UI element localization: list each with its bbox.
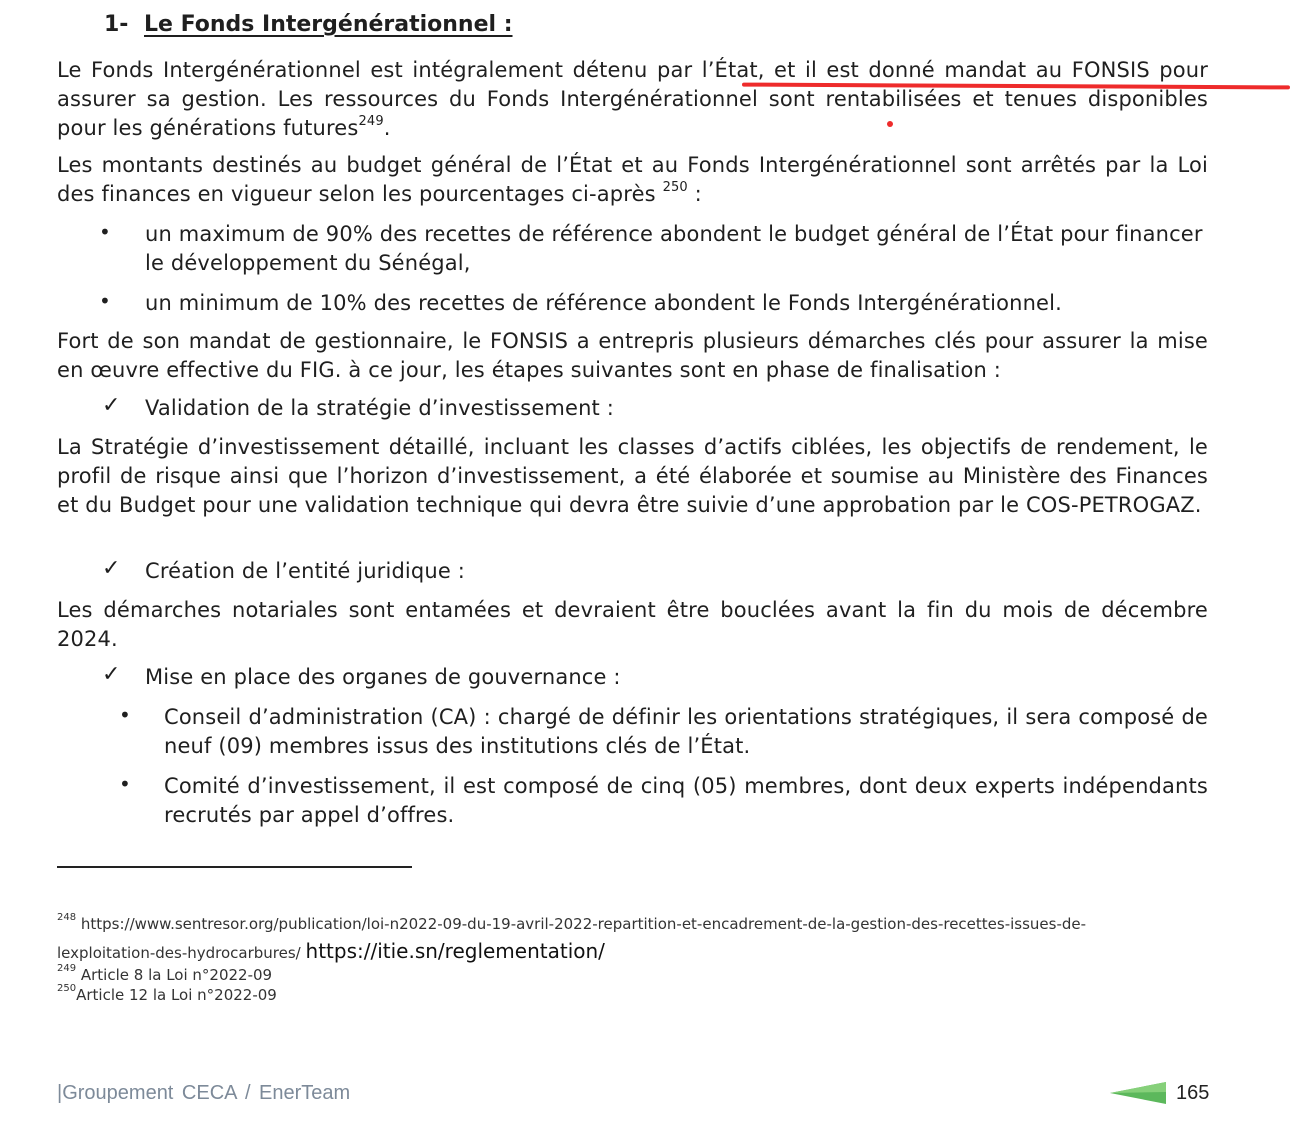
section-number: 1- <box>104 12 129 37</box>
footnote-separator <box>57 866 412 868</box>
checklist-item: ✓ Création de l’entité juridique : <box>102 556 465 583</box>
list-item: • Comité d’investissement, il est composé de cinq (05) membres, dont deux experts indépendants recrutés par appel d’offres. <box>119 772 1208 827</box>
footnote-248-cont <box>57 941 605 963</box>
paragraph-demarches: Les démarches notariales sont entamées et devraient être bouclées avant la fin du mois de décembre 2024. <box>57 598 1208 651</box>
footnote-link[interactable]: lexploitation-des-hydrocarbures/ <box>57 944 301 962</box>
list-item: • un minimum de 10% des recettes de référence abondent le Fonds Intergénérationnel. <box>99 289 1062 315</box>
bullet-icon: • <box>99 220 111 244</box>
checkmark-icon: ✓ <box>102 662 121 687</box>
checkmark-icon: ✓ <box>102 556 121 581</box>
section-heading <box>104 12 513 37</box>
checklist-item: ✓ Mise en place des organes de gouvernance : <box>102 662 621 689</box>
footnote-248: $^{248}$ https://www.sentresor.org/publication/loi-n2022-09-du-19-avril-2022-repartition-et-encadrement-de-la-gestion-des-recettes-issues-de- <box>57 912 1087 933</box>
bullet-icon: • <box>119 772 131 796</box>
footnote-ref-250[interactable]: 250 <box>662 180 688 195</box>
bullet-icon: • <box>119 703 131 727</box>
logo-wedge-icon <box>1110 1082 1166 1104</box>
bullet-icon: • <box>99 289 111 313</box>
paragraph-mandat: Fort de son mandat de gestionnaire, le FONSIS a entrepris plusieurs démarches clés pour assurer la mise en œuvre effective du FIG. à ce jour, les étapes suivantes sont en phase de finalisation : <box>57 329 1208 382</box>
red-annotation-dot <box>887 121 893 127</box>
list-item: • Conseil d’administration (CA) : chargé de définir les orientations stratégiques, il sera composé de neuf (09) membres issus des institutions clés de l’État. <box>119 703 1208 758</box>
paragraph-fonds-detention: Le Fonds Intergénérationnel est intégralement détenu par l’État, et il est donné mandat au FONSIS pour assurer sa gestion. Les ressources du Fonds Intergénérationnel sont rentabilisées et tenues disponibles pour les générations futures$^{249}$. <box>57 58 1208 140</box>
footer-company: |Groupement CECA / EnerTeam <box>57 1082 351 1104</box>
checklist-item: ✓ Validation de la stratégie d’investissement : <box>102 393 614 420</box>
footnote-link[interactable]: https://itie.sn/reglementation/ <box>305 939 605 963</box>
checkmark-icon: ✓ <box>102 393 121 418</box>
paragraph-montants: Les montants destinés au budget général de l’État et au Fonds Intergénérationnel sont arrêtés par la Loi des finances en vigueur selon les pourcentages ci-après $^{250}$ : <box>57 153 1208 206</box>
footnote-250: $^{250}$Article 12 la Loi n°2022-09 <box>57 983 277 1004</box>
paragraph-strategie: La Stratégie d’investissement détaillé, incluant les classes d’actifs ciblées, les objectifs de rendement, le profil de risque ainsi que l’horizon d’investissement, a été élaborée et soumise au Ministère des Finances et du Budget pour une validation technique qui devra être suivie d’une approbation par le COS-PETROGAZ. <box>57 435 1208 517</box>
section-title: Le Fonds Intergénérationnel : <box>144 12 513 37</box>
footnote-link[interactable]: https://www.sentresor.org/publication/loi-n2022-09-du-19-avril-2022-repartition-et-encadrement-de-la-gestion-des-recettes-issues-de- <box>80 915 1087 933</box>
footnote-ref-249[interactable]: 249 <box>358 114 384 129</box>
list-item: • un maximum de 90% des recettes de référence abondent le budget général de l’État pour financer le développement du Sénégal, <box>99 220 1203 275</box>
page-number: 165 <box>1176 1082 1210 1104</box>
footnote-249: $^{249}$ Article 8 la Loi n°2022-09 <box>57 963 273 984</box>
